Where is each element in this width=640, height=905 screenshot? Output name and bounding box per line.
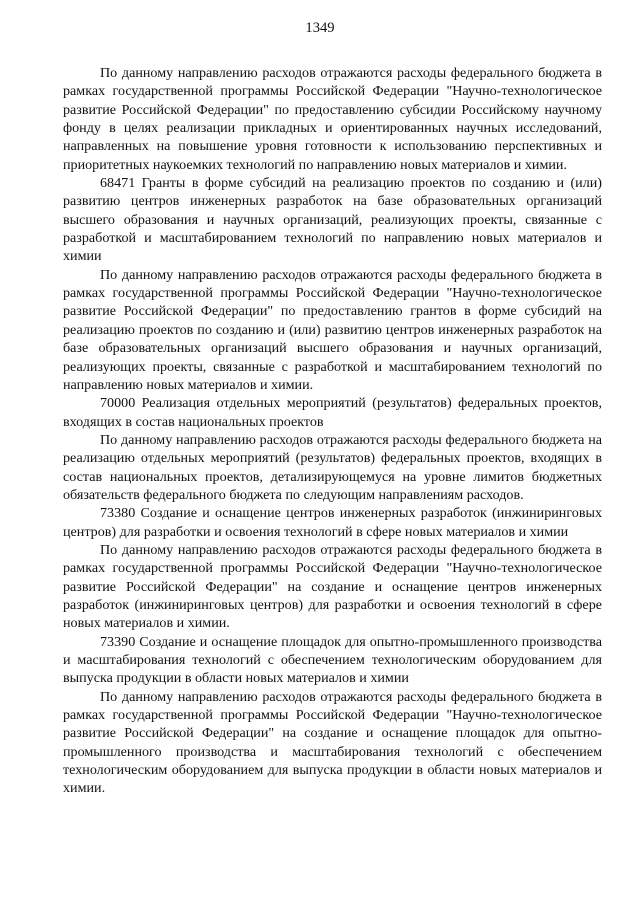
- paragraph: По данному направлению расходов отражаются расходы федерального бюджета в рамках государственной программы Российской Федерации "Научно-технологическое развитие Российской Федерации" на создание и оснащение центров инженерных разработок (инжиниринговых центров) для разработки и освоения технологий в сфере новых материалов и химии.: [63, 541, 602, 632]
- paragraph: По данному направлению расходов отражаются расходы федерального бюджета на реализацию отдельных мероприятий (результатов) федеральных проектов, входящих в состав национальных проектов, детализирующемуся на уровне лимитов бюджетных обязательств федерального бюджета по следующим направлениям расходов.: [63, 431, 602, 503]
- paragraph-heading: 73390 Создание и оснащение площадок для опытно-промышленного производства и масштабирования технологий с обеспечением технологическим оборудованием для выпуска продукции в области новых материалов и химии: [63, 633, 602, 687]
- paragraph-heading: 73380 Создание и оснащение центров инженерных разработок (инжиниринговых центров) для разработки и освоения технологий в сфере новых материалов и химии: [63, 505, 602, 540]
- document-body: [63, 64, 602, 798]
- paragraph-heading: 70000 Реализация отдельных мероприятий (результатов) федеральных проектов, входящих в состав национальных проектов: [63, 395, 602, 430]
- paragraph: По данному направлению расходов отражаются расходы федерального бюджета в рамках государственной программы Российской Федерации "Научно-технологическое развитие Российской Федерации" на создание и оснащение площадок для опытно-промышленного производства и масштабирования технологий с обеспечением технологическим оборудованием для выпуска продукции в области новых материалов и химии.: [63, 688, 602, 797]
- paragraph: По данному направлению расходов отражаются расходы федерального бюджета в рамках государственной программы Российской Федерации "Научно-технологическое развитие Российской Федерации" по предоставлению грантов в форме субсидий на реализацию проектов по созданию и (или) развитию центров инженерных разработок на базе образовательных организаций высшего образования и научных организаций, реализующих проекты, связанные с разработкой и масштабированием технологий по направлению новых материалов и химии.: [63, 266, 602, 393]
- paragraph: По данному направлению расходов отражаются расходы федерального бюджета в рамках государственной программы Российской Федерации "Научно-технологическое развитие Российской Федерации" по предоставлению субсидии Российскому научному фонду в целях реализации прикладных и ориентированных научных исследований, направленных на повышение уровня готовности к использованию перспективных и приоритетных наукоемких технологий по направлению новых материалов и химии.: [63, 65, 602, 173]
- page-number: 1349: [305, 20, 335, 36]
- paragraph-heading: 68471 Гранты в форме субсидий на реализацию проектов по созданию и (или) развитию центров инженерных разработок на базе образовательных организаций высшего образования и научных организаций, реализующих проекты, связанные с разработкой и масштабированием технологий по направлению новых материалов и химии: [63, 175, 602, 265]
